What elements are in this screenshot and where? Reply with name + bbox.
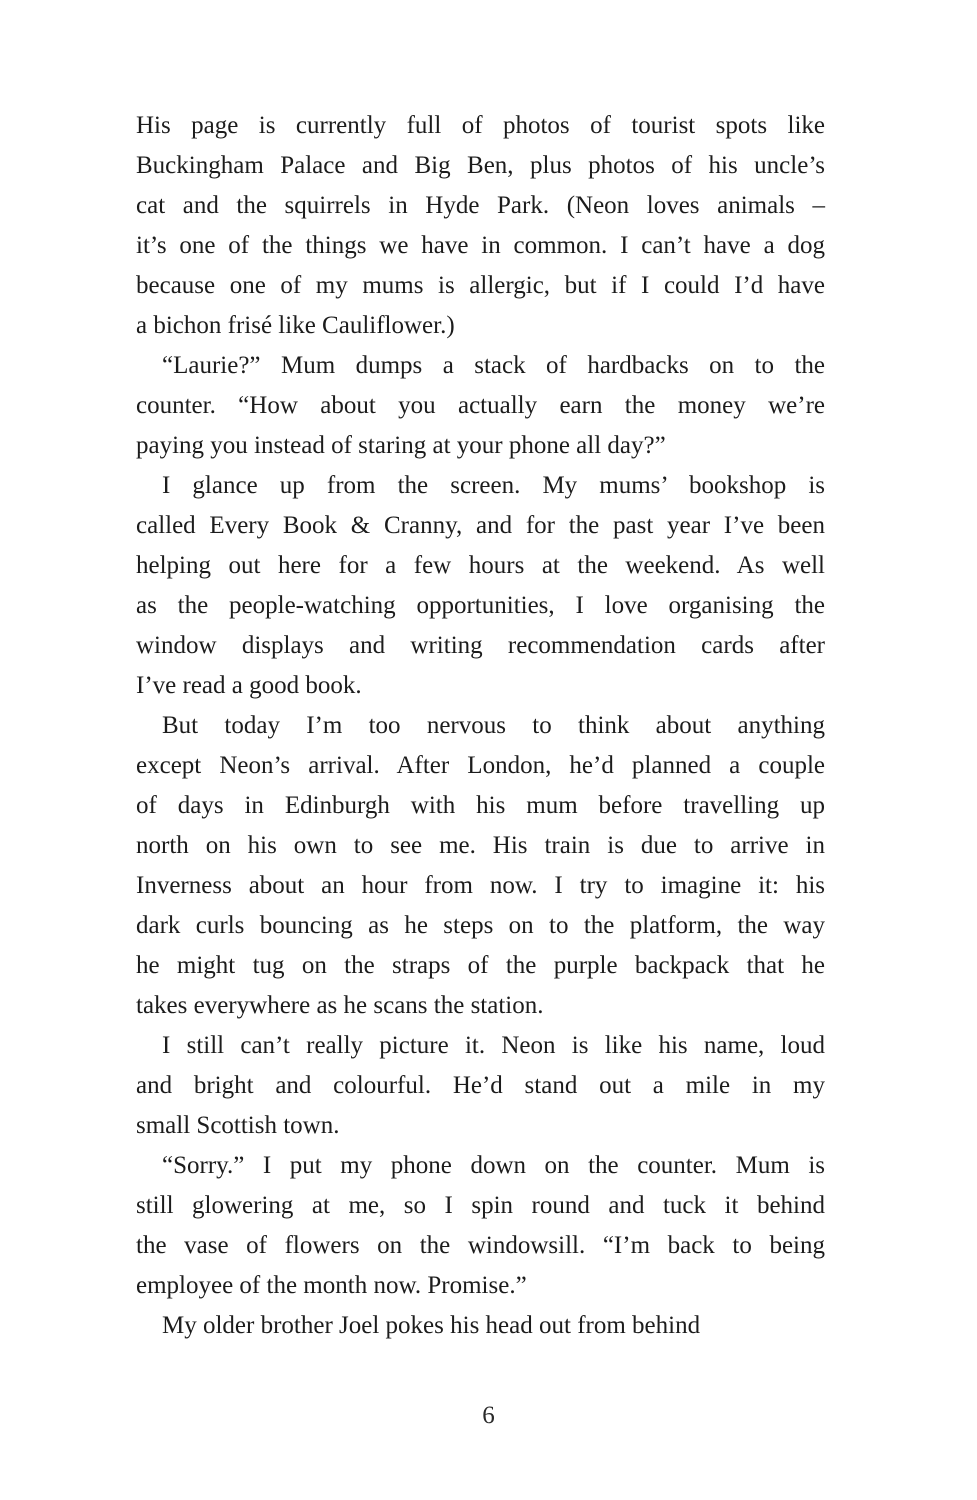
paragraph <box>136 706 825 1026</box>
text-line: and bright and colourful. He’d stand out a mile in my <box>136 1072 825 1099</box>
text-line: I’ve read a good book. <box>136 672 362 699</box>
text-line: because one of my mums is allergic, but if I could I’d have <box>136 272 825 299</box>
text-line: cat and the squirrels in Hyde Park. (Neon loves animals – <box>136 192 825 219</box>
text-line: small Scottish town. <box>136 1112 340 1139</box>
text-line: of days in Edinburgh with his mum before travelling up <box>136 792 825 819</box>
text-line: Inverness about an hour from now. I try to imagine it: his <box>136 872 825 899</box>
text-line: But today I’m too nervous to think about anything <box>162 712 825 739</box>
paragraph <box>136 1026 825 1146</box>
text-line: the vase of flowers on the windowsill. “I’m back to being <box>136 1232 825 1259</box>
text-line: called Every Book & Cranny, and for the past year I’ve been <box>136 512 825 539</box>
text-line: His page is currently full of photos of tourist spots like <box>136 112 825 139</box>
text-line: I still can’t really picture it. Neon is like his name, loud <box>162 1032 825 1059</box>
body-text <box>136 106 825 1346</box>
text-line: north on his own to see me. His train is due to arrive in <box>136 832 825 859</box>
text-line: “Sorry.” I put my phone down on the counter. Mum is <box>162 1152 825 1179</box>
text-line: it’s one of the things we have in common. I can’t have a dog <box>136 232 825 259</box>
text-line: employee of the month now. Promise.” <box>136 1272 527 1299</box>
text-line: as the people-watching opportunities, I love organising the <box>136 592 825 619</box>
text-line: window displays and writing recommendation cards after <box>136 632 825 659</box>
text-line: except Neon’s arrival. After London, he’d planned a couple <box>136 752 825 779</box>
text-line: My older brother Joel pokes his head out from behind <box>162 1312 701 1339</box>
paragraph <box>136 466 825 706</box>
paragraph <box>136 106 825 346</box>
paragraph <box>136 1146 825 1306</box>
text-line: paying you instead of staring at your phone all day?” <box>136 432 666 459</box>
text-line: helping out here for a few hours at the weekend. As well <box>136 552 825 579</box>
paragraph <box>136 1306 825 1346</box>
text-line: counter. “How about you actually earn the money we’re <box>136 392 825 419</box>
text-line: I glance up from the screen. My mums’ bookshop is <box>162 472 825 499</box>
text-line: dark curls bouncing as he steps on to the platform, the way <box>136 912 825 939</box>
text-line: he might tug on the straps of the purple backpack that he <box>136 952 825 979</box>
text-line: takes everywhere as he scans the station. <box>136 992 544 1019</box>
text-line: Buckingham Palace and Big Ben, plus photos of his uncle’s <box>136 152 825 179</box>
text-line: “Laurie?” Mum dumps a stack of hardbacks on to the <box>162 352 825 379</box>
page-number: 6 <box>482 1402 495 1429</box>
paragraph <box>136 346 825 466</box>
text-line: still glowering at me, so I spin round and tuck it behind <box>136 1192 825 1219</box>
text-line: a bichon frisé like Cauliflower.) <box>136 312 455 339</box>
